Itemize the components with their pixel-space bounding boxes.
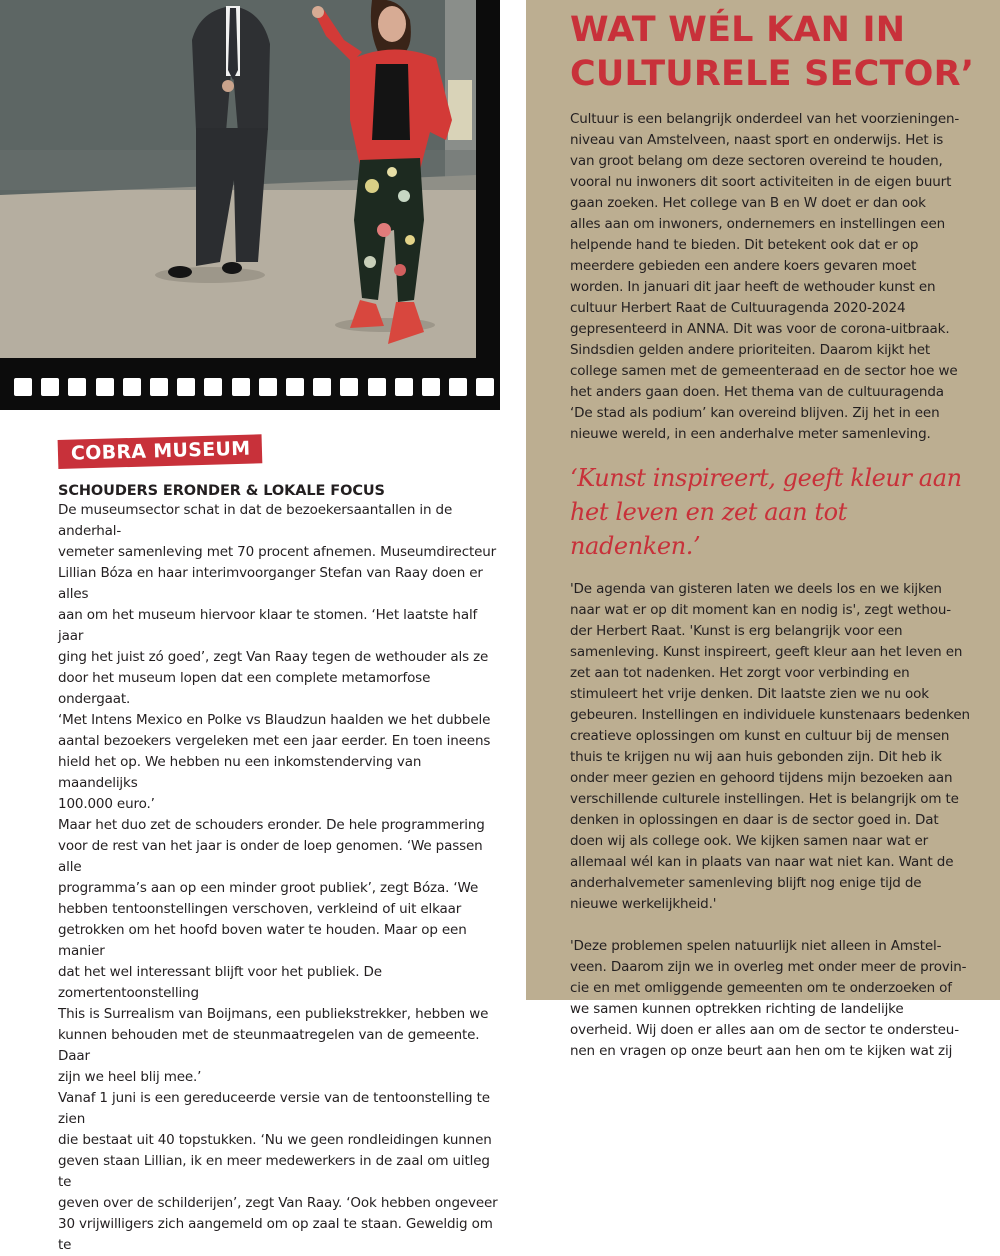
section-tag: COBRA MUSEUM	[58, 434, 263, 469]
right-column	[526, 0, 1000, 1059]
film-perforation	[368, 378, 386, 396]
article-headline: SCHOUDERS ERONDER & LOKALE FOCUS	[58, 483, 385, 499]
right-column-content	[570, 0, 978, 1062]
film-perforation	[259, 378, 277, 396]
article-body: De museumsector schat in dat de bezoekersaantallen in de anderhal- vemeter samenleving met 70 procent afnemen. Museumdirecteur Lillian Bóza en haar interimvoorganger Stefan van Raay doen er alles aan om het museum hiervoor klaar te stomen. ‘Het laatste half jaar ging het juist zó goed’, zegt Van Raay tegen de wethouder als ze door het museum lopen dat een complete metamorfose ondergaat. ‘Met Intens Mexico en Polke vs Blaudzun haalden we het dubbele aantal bezoekers vergeleken met een jaar eerder. En toen ineens hield het op. We hebben nu een inkomstenderving van maandelijks 100.000 euro.’ Maar het duo zet de schouders eronder. De hele programmering voor de rest van het jaar is onder de loep genomen. ‘We passen alle programma’s aan op een minder groot publiek’, zegt Bóza. ‘We hebben tentoonstellingen verschoven, verkleind of uit elkaar getrokken om het hoofd boven water te houden. Maar op een manier dat het wel interessant blijft voor het publiek. De zomertentoonstelling This is Surrealism van Boijmans, een publiekstrekker, hebben we kunnen behouden met de steunmaatregelen van de gemeente. Daar zijn we heel blij mee.’ Vanaf 1 juni is een gereduceerde versie van de tentoonstelling te zien die bestaat uit 40 topstukken. ‘Nu we geen rondleidingen kunnen geven staan Lillian, ik en meer medewerkers in de zaal om uitleg te geven over de schilderijen’, zegt Van Raay. ‘Ook hebben ongeveer 30 vrijwilligers zich aangemeld om op zaal te staan. Geweldig om te	[58, 502, 498, 1253]
film-perforation	[286, 378, 304, 396]
photo-icon	[0, 0, 476, 358]
intro-paragraph: Cultuur is een belangrijk onderdeel van het voorzieningen- niveau van Amstelveen, naast sport en onderwijs. Het is van groot belang om deze sectoren overeind te houden, vooral nu inwoners dit soort activiteiten in de eigen buurt gaan zoeken. Het college van B en W doet er dan ook alles aan om inwoners, ondernemers en instellingen een helpende hand te bieden. Dit betekent ook dat er op meerdere gebieden een andere koers gevaren moet worden. In januari dit jaar heeft de wethouder kunst en cultuur Herbert Raat de Cultuuragenda 2020-2024 gepresenteerd in ANNA. Dit was voor de corona-uitbraak. Sindsdien gelden andere prioriteiten. Daarom kijkt het college samen met de gemeenteraad en de sector hoe we het anders gaan doen. Het thema van de cultuuragenda ‘De stad als podium’ kan overeind blijven. Zij het in een nieuwe wereld, in een anderhalve meter samenleving.	[570, 111, 960, 442]
film-perforation	[150, 378, 168, 396]
left-article	[58, 437, 498, 1256]
article-photo	[0, 0, 476, 358]
film-perforation	[204, 378, 222, 396]
film-perforation	[68, 378, 86, 396]
film-perforation	[340, 378, 358, 396]
film-perforation	[14, 378, 32, 396]
body-paragraph: 'De agenda van gisteren laten we deels los en we kijken naar wat er op dit moment kan en nodig is', zegt wethou- der Herbert Raat. 'Kunst is erg belangrijk voor een samenleving. Kunst inspireert, geeft kleur aan het leven en zet aan tot nadenken. Het zorgt voor verbinding en stimuleert het vrije denken. Dit laatste zien we nu ook gebeuren. Instellingen en individuele kunstenaars bedenken creatieve oplossingen om kunst en cultuur bij de mensen thuis te krijgen nu wij aan huis gebonden zijn. Dit heb ik onder meer gezien en gehoord tijdens mijn bezoeken aan verschillende culturele instellingen. Het is belangrijk om te denken in oplossingen en daar is de sector goed in. Dat doen wij als college ook. We kijken samen naar wat er allemaal wél kan in plaats van naar wat niet kan. Want de anderhalvemeter samenleving blijft nog enige tijd de nieuwe werkelijkheid.'	[570, 581, 970, 912]
film-perforation	[395, 378, 413, 396]
filmstrip	[0, 358, 500, 410]
photo-block	[0, 0, 500, 410]
column-title: WAT WÉL KAN IN CULTURELE SECTOR’	[570, 10, 975, 94]
film-perforation	[422, 378, 440, 396]
film-perforation	[232, 378, 250, 396]
film-perforation	[96, 378, 114, 396]
body-paragraph: 'Deze problemen spelen natuurlijk niet alleen in Amstel- veen. Daarom zijn we in overleg met onder meer de provin- cie en met omliggende gemeenten om te onderzoeken of we samen kunnen optrekken richting de landelijke overheid. Wij doen er alles aan om de sector te ondersteu- nen en vragen op onze beurt aan hen om te kijken wat zij	[570, 938, 967, 1059]
film-perforation	[41, 378, 59, 396]
film-perforation	[476, 378, 494, 396]
film-perforation	[449, 378, 467, 396]
film-perforation	[123, 378, 141, 396]
film-perforation	[313, 378, 331, 396]
pull-quote: ‘Kunst inspireert, geeft kleur aan het leven en zet aan tot nadenken.’	[570, 464, 962, 560]
film-perforation	[177, 378, 195, 396]
